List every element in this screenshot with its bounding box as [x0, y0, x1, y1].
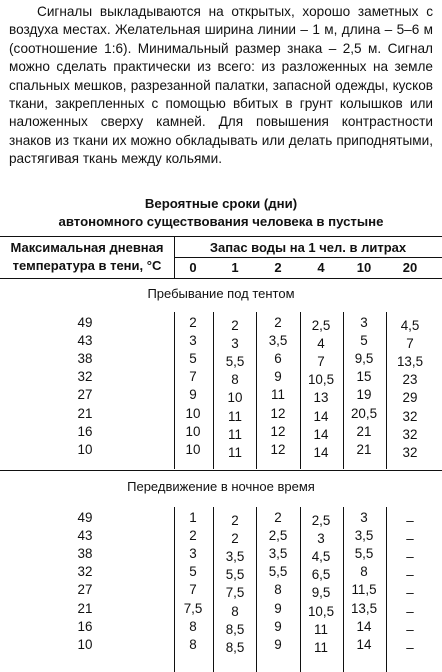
value-cell: 7 [317, 354, 325, 370]
table-top-rule [0, 236, 442, 237]
value-cell: 11 [228, 408, 242, 424]
value-cell: 20,5 [350, 405, 378, 421]
temp-cell: 27 [77, 387, 93, 403]
value-cell: 12 [270, 423, 286, 439]
value-cell: – [406, 531, 414, 547]
value-cell: 8,5 [225, 639, 245, 655]
value-cell: 10 [185, 405, 201, 421]
value-cell: 7 [406, 336, 414, 352]
temp-cell: 32 [77, 564, 93, 580]
value-cell: 11 [228, 444, 242, 460]
value-cell: 5,5 [268, 564, 288, 580]
section-title: Передвижение в ночное время [127, 479, 315, 494]
temp-cell: 43 [77, 333, 93, 349]
column-line [386, 312, 387, 469]
value-cell: 5 [189, 351, 197, 367]
value-cell: 2,5 [311, 513, 331, 528]
header-water: Запас воды на 1 чел. в литрах [209, 240, 407, 255]
value-cell: 3 [360, 315, 368, 330]
value-cell: 8 [360, 564, 368, 580]
value-cell: 10 [227, 390, 243, 406]
value-cell: 4,5 [400, 318, 420, 333]
value-cell: 2,5 [311, 318, 331, 333]
temp-cell: 16 [77, 618, 93, 634]
value-cell: 3 [189, 333, 197, 349]
value-cell: 2 [274, 315, 282, 330]
value-cell: 23 [402, 372, 418, 388]
value-cell: 29 [402, 390, 418, 406]
value-cell: 8 [231, 372, 239, 388]
value-cell: 32 [402, 408, 418, 424]
table-title: Вероятные сроки (дни) [144, 196, 298, 211]
value-cell: – [406, 513, 414, 528]
header-col-1: 1 [231, 260, 239, 275]
value-cell: 9 [274, 618, 282, 634]
value-cell: 14 [356, 618, 372, 634]
value-cell: 1 [189, 510, 197, 525]
value-cell: 8,5 [225, 621, 245, 637]
header-mid-rule [174, 257, 442, 258]
value-cell: – [406, 639, 414, 655]
value-cell: 13 [313, 390, 329, 406]
value-cell: 11 [271, 387, 285, 403]
value-cell: 9 [274, 600, 282, 616]
header-col-20: 20 [402, 260, 418, 275]
value-cell: 12 [270, 405, 286, 421]
value-cell: 2 [189, 315, 197, 330]
value-cell: 10 [185, 423, 201, 439]
value-cell: 2 [231, 513, 239, 528]
value-cell: 7,5 [183, 600, 203, 616]
value-cell: 2 [231, 531, 239, 547]
value-cell: 10,5 [307, 603, 335, 619]
value-cell: 5 [189, 564, 197, 580]
value-cell: 11 [314, 639, 328, 655]
value-cell: – [406, 603, 414, 619]
value-cell: 4 [317, 336, 325, 352]
value-cell: 32 [402, 444, 418, 460]
value-cell: 5 [360, 333, 368, 349]
value-cell: 11 [228, 426, 242, 442]
value-cell: 6,5 [311, 567, 331, 583]
value-cell: 11,5 [351, 582, 377, 598]
value-cell: 8 [274, 582, 282, 598]
value-cell: 2,5 [268, 528, 288, 544]
column-line [386, 507, 387, 672]
header-col-0: 0 [189, 260, 197, 275]
value-cell: 6 [274, 351, 282, 367]
value-cell: 2 [274, 510, 282, 525]
value-cell: – [406, 585, 414, 601]
value-cell: 13,5 [350, 600, 378, 616]
value-cell: 2 [231, 318, 239, 333]
temp-cell: 32 [77, 369, 93, 385]
value-cell: 14 [313, 408, 329, 424]
value-cell: 5,5 [354, 546, 374, 562]
value-cell: 3,5 [268, 546, 288, 562]
value-cell: 15 [356, 369, 372, 385]
header-col-10: 10 [356, 260, 372, 275]
temp-cell: 38 [77, 546, 93, 562]
header-bottom-rule [0, 278, 442, 279]
value-cell: 4,5 [311, 549, 331, 565]
value-cell: – [406, 549, 414, 565]
value-cell: 9 [274, 636, 282, 652]
value-cell: 3,5 [354, 528, 374, 544]
value-cell: 7,5 [225, 585, 245, 601]
value-cell: 3 [189, 546, 197, 562]
value-cell: 32 [402, 426, 418, 442]
value-cell: 21 [356, 423, 372, 439]
value-cell: 12 [270, 441, 286, 457]
header-temp-line1: Максимальная дневная [10, 240, 164, 255]
value-cell: 8 [231, 603, 239, 619]
section-title: Пребывание под тентом [147, 286, 295, 301]
value-cell: 3,5 [268, 333, 288, 349]
value-cell: 5,5 [225, 354, 245, 370]
temp-cell: 10 [77, 636, 93, 652]
value-cell: 19 [356, 387, 372, 403]
temp-cell: 49 [77, 510, 93, 525]
value-cell: 9 [274, 369, 282, 385]
temp-cell: 27 [77, 582, 93, 598]
header-col-4: 4 [317, 260, 325, 275]
value-cell: 14 [313, 444, 329, 460]
value-cell: 3,5 [225, 549, 245, 565]
value-cell: 14 [313, 426, 329, 442]
value-cell: 8 [189, 636, 197, 652]
temp-cell: 43 [77, 528, 93, 544]
value-cell: 3 [231, 336, 239, 352]
value-cell: 3 [317, 531, 325, 547]
value-cell: 7 [189, 582, 197, 598]
header-col-2: 2 [274, 260, 282, 275]
value-cell: 7 [189, 369, 197, 385]
value-cell: 21 [356, 441, 372, 457]
temp-cell: 38 [77, 351, 93, 367]
value-cell: 3 [360, 510, 368, 525]
value-cell: 5,5 [225, 567, 245, 583]
temp-cell: 21 [77, 600, 93, 616]
value-cell: 8 [189, 618, 197, 634]
value-cell: 9 [189, 387, 197, 403]
section-separator [0, 470, 442, 471]
value-cell: 9,5 [354, 351, 374, 367]
temp-cell: 16 [77, 423, 93, 439]
value-cell: 10,5 [307, 372, 335, 388]
table-subtitle: автономного существования человека в пустыне [58, 214, 384, 229]
temp-cell: 21 [77, 405, 93, 421]
temp-cell: 49 [77, 315, 93, 330]
temp-cell: 10 [77, 441, 93, 457]
value-cell: 13,5 [396, 354, 424, 370]
value-cell: – [406, 621, 414, 637]
body-paragraph: Сигналы выкладываются на открытых, хорошо заметных с воздуха местах. Желательная ширина линии – 1 м, длина – 5–6 м (соотношение 1:6). Минимальный размер знака – 2,5 м. Сигнал можно сделать практически из всего: из разложенных на земле спальных мешков, разрезанной палатки, запасной одежды, кусков ткани, закрепленных с помощью вбитых в грунт колышков или наложенных сверху камней. Для повышения контрастности знаков из ткани их можно обкладывать или делать приподнятыми, растягивая ткань между кольями. [9, 4, 433, 167]
value-cell: 2 [189, 528, 197, 544]
header-temp-line2: температура в тени, °С [12, 258, 162, 273]
value-cell: – [406, 567, 414, 583]
value-cell: 9,5 [311, 585, 331, 601]
value-cell: 14 [356, 636, 372, 652]
value-cell: 10 [185, 441, 201, 457]
value-cell: 11 [314, 621, 328, 637]
